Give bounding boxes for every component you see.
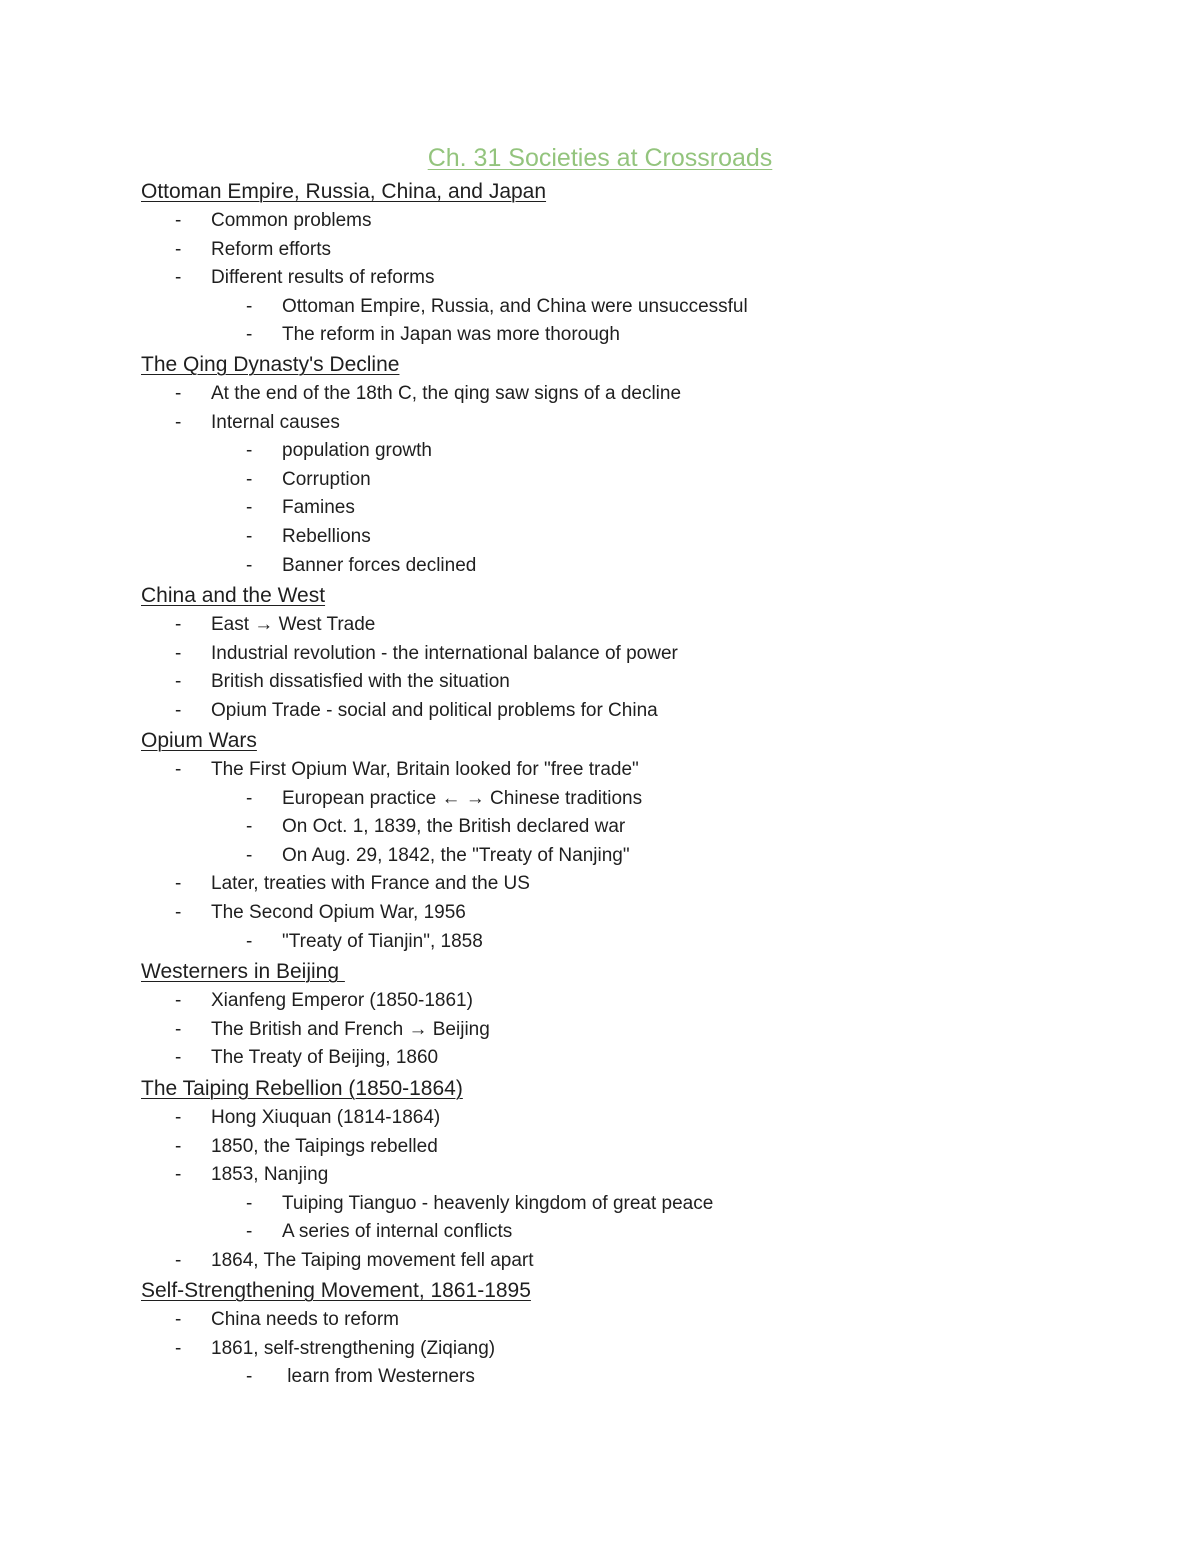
bullet-text: Opium Trade - social and political problems for China (211, 700, 658, 721)
dash-bullet-icon: - (175, 239, 182, 260)
dash-bullet-icon: - (175, 873, 182, 894)
dash-bullet-icon: - (175, 614, 182, 635)
dash-bullet-icon: - (175, 671, 182, 692)
bullet-text: The reform in Japan was more thorough (282, 324, 620, 345)
bullet-text: Xianfeng Emperor (1850-1861) (211, 990, 473, 1011)
bullet-text: 1861, self-strengthening (Ziqiang) (211, 1338, 496, 1359)
bullet-text: Reform efforts (211, 239, 332, 260)
dash-bullet-icon: - (175, 1164, 182, 1185)
page-title: Ch. 31 Societies at Crossroads (427, 144, 773, 172)
bullet-text: A series of internal conflicts (282, 1221, 513, 1242)
dash-bullet-icon: - (175, 1136, 182, 1157)
bullet-text: East → West Trade (211, 614, 376, 635)
dash-bullet-icon: - (175, 1019, 182, 1040)
dash-bullet-icon: - (175, 902, 182, 923)
section-heading: Self-Strengthening Movement, 1861-1895 (141, 1279, 531, 1302)
dash-bullet-icon: - (246, 497, 253, 518)
dash-bullet-icon: - (175, 1047, 182, 1068)
bullet-text: China needs to reform (211, 1309, 399, 1330)
bullet-text: British dissatisfied with the situation (211, 671, 510, 692)
bullet-text: The Treaty of Beijing, 1860 (211, 1047, 439, 1068)
bullet-text: learn from Westerners (282, 1366, 475, 1387)
dash-bullet-icon: - (175, 1338, 182, 1359)
bullet-text: Common problems (211, 210, 372, 231)
bullet-text: Tuiping Tianguo - heavenly kingdom of great peace (282, 1193, 714, 1214)
bullet-text: Ottoman Empire, Russia, and China were unsuccessful (282, 296, 748, 317)
bullet-text: population growth (282, 440, 432, 461)
dash-bullet-icon: - (175, 383, 182, 404)
section-heading: The Qing Dynasty's Decline (141, 353, 400, 376)
bullet-text: Industrial revolution - the international balance of power (211, 643, 678, 664)
dash-bullet-icon: - (246, 1366, 253, 1387)
bullet-text: Internal causes (211, 412, 340, 433)
dash-bullet-icon: - (246, 324, 253, 345)
bullet-text: The Second Opium War, 1956 (211, 902, 466, 923)
dash-bullet-icon: - (246, 1193, 253, 1214)
dash-bullet-icon: - (246, 296, 253, 317)
dash-bullet-icon: - (246, 555, 253, 576)
dash-bullet-icon: - (175, 759, 182, 780)
section-heading: Opium Wars (141, 729, 257, 752)
bullet-text: "Treaty of Tianjin", 1858 (282, 931, 483, 952)
dash-bullet-icon: - (246, 526, 253, 547)
dash-bullet-icon: - (175, 1107, 182, 1128)
dash-bullet-icon: - (175, 643, 182, 664)
dash-bullet-icon: - (175, 210, 182, 231)
bullet-text: European practice ← → Chinese traditions (282, 788, 643, 809)
bullet-text: The First Opium War, Britain looked for "free trade" (211, 759, 639, 780)
dash-bullet-icon: - (175, 1309, 182, 1330)
section-heading: China and the West (141, 584, 326, 607)
bullet-text: Corruption (282, 469, 371, 490)
bullet-text: 1850, the Taipings rebelled (211, 1136, 438, 1157)
dash-bullet-icon: - (175, 412, 182, 433)
bullet-text: The British and French → Beijing (211, 1019, 490, 1040)
dash-bullet-icon: - (246, 845, 253, 866)
dash-bullet-icon: - (175, 700, 182, 721)
section-heading: Westerners in Beijing (141, 960, 345, 983)
dash-bullet-icon: - (175, 1250, 182, 1271)
bullet-text: Banner forces declined (282, 555, 477, 576)
dash-bullet-icon: - (246, 1221, 253, 1242)
dash-bullet-icon: - (175, 990, 182, 1011)
bullet-text: Rebellions (282, 526, 371, 547)
bullet-text: Hong Xiuquan (1814-1864) (211, 1107, 441, 1128)
dash-bullet-icon: - (246, 816, 253, 837)
bullet-text: On Aug. 29, 1842, the "Treaty of Nanjing" (282, 845, 630, 866)
bullet-text: Different results of reforms (211, 267, 435, 288)
dash-bullet-icon: - (246, 931, 253, 952)
bullet-text: 1853, Nanjing (211, 1164, 329, 1185)
bullet-text: Famines (282, 497, 355, 518)
section-heading: The Taiping Rebellion (1850-1864) (141, 1077, 463, 1100)
bullet-text: At the end of the 18th C, the qing saw signs of a decline (211, 383, 682, 404)
section-heading: Ottoman Empire, Russia, China, and Japan (141, 180, 547, 203)
dash-bullet-icon: - (246, 788, 253, 809)
bullet-text: 1864, The Taiping movement fell apart (211, 1250, 534, 1271)
dash-bullet-icon: - (175, 267, 182, 288)
dash-bullet-icon: - (246, 440, 253, 461)
bullet-text: Later, treaties with France and the US (211, 873, 530, 894)
bullet-text: On Oct. 1, 1839, the British declared war (282, 816, 626, 837)
dash-bullet-icon: - (246, 469, 253, 490)
